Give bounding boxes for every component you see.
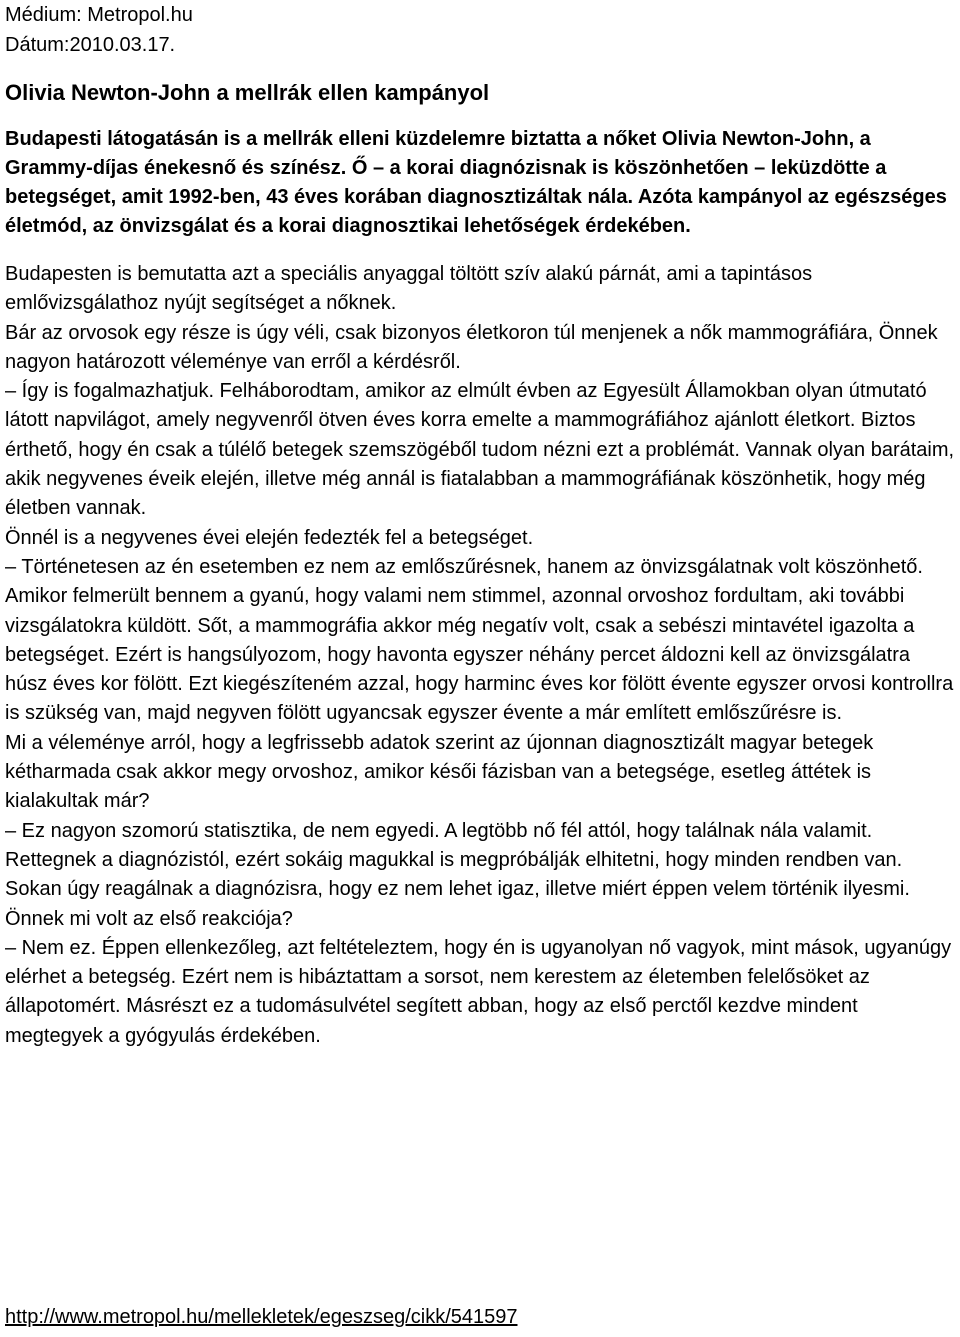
document-meta: [5, 0, 957, 60]
date-line: Dátum:2010.03.17.: [5, 34, 176, 56]
document-page: [5, 0, 957, 1051]
paragraph: Budapesten is bemutatta azt a speciális anyaggal töltött szív alakú párnát, ami a tapintásos emlővizsgálathoz nyújt segítséget a nőknek.: [5, 263, 813, 315]
interview-answer: – Így is fogalmazhatjuk. Felháborodtam, amikor az elmúlt évben az Egyesült Államokban olyan útmutató látott napvilágot, amely negyvenről ötven éves korra emelte a mammográfiához ajánlott életkort. Biztos érthető, hogy én csak a túlélő betegek szemszögéből tudom nézni ezt a problémát. Vannak olyan barátaim, akik negyvenes éveik elején, illetve még annál is fiatalabban a mammográfiának köszönhetik, hogy még életben vannak.: [5, 380, 955, 520]
interview-answer: – Történetesen az én esetemben ez nem az emlőszűrésnek, hanem az önvizsgálatnak volt köszönhető. Amikor felmerült bennem a gyanú, hogy valami nem stimmel, azonnal orvoshoz fordultam, aki további vizsgálatokra küldött. Sőt, a mammográfia akkor még negatív volt, csak a sebészi mintavétel igazolta a betegséget. Ezért is hangsúlyozom, hogy havonta egyszer néhány percet áldozni kell az önvizsgálatra húsz éves kor fölött. Ezt kiegészíteném azzal, hogy harminc éves kor fölött évente egyszer orvosi kontrollra is szükség van, majd negyven fölött ugyancsak egyszer évente a már említett emlőszűrésre is.: [5, 555, 954, 725]
interview-question: Sokan úgy reagálnak a diagnózisra, hogy ez nem lehet igaz, illetve miért éppen velem történik ilyesmi. Önnek mi volt az első reakciója?: [5, 878, 910, 930]
medium-line: Médium: Metropol.hu: [5, 4, 193, 26]
interview-question: Önnél is a negyvenes évei elején fedezték fel a betegséget.: [5, 526, 534, 549]
interview-answer: – Ez nagyon szomorú statisztika, de nem egyedi. A legtöbb nő fél attól, hogy találnak nála valamit. Rettegnek a diagnózistól, ezért sokáig magukkal is megpróbálják elhitetni, hogy minden rendben van.: [5, 819, 903, 871]
interview-answer: – Nem ez. Éppen ellenkezőleg, azt feltételeztem, hogy én is ugyanolyan nő vagyok, mint mások, ugyanúgy elérhet a betegség. Ezért nem is hibáztattam a sorsot, nem kerestem az életemben felelősöket az állapotomért. Másrészt ez a tudomásulvétel segített abban, hogy az első perctől kezdve mindent megtegyek a gyógyulás érdekében.: [5, 936, 952, 1047]
interview-question: Bár az orvosok egy része is úgy véli, csak bizonyos életkoron túl menjenek a nők mammográfiára, Önnek nagyon határozott véleménye van erről a kérdésről.: [5, 321, 938, 373]
interview-question: Mi a véleménye arról, hogy a legfrissebb adatok szerint az újonnan diagnosztizált magyar betegek kétharmada csak akkor megy orvoshoz, amikor késői fázisban van a betegsége, esetleg áttétek is kialakultak már?: [5, 731, 874, 813]
article-body: [5, 260, 957, 1051]
source-url-link[interactable]: http://www.metropol.hu/mellekletek/egeszseg/cikk/541597: [5, 1306, 518, 1328]
article-lead: Budapesti látogatásán is a mellrák elleni küzdelemre biztatta a nőket Olivia Newton-John, a Grammy-díjas énekesnő és színész. Ő – a korai diagnózisnak is köszönhetően – leküzdötte a betegséget, amit 1992-ben, 43 éves korában diagnosztizáltak nála. Azóta kampányol az egészséges életmód, az önvizsgálat és a korai diagnosztikai lehetőségek érdekében.: [5, 128, 947, 237]
article-title: Olivia Newton-John a mellrák ellen kampányol: [5, 80, 490, 105]
